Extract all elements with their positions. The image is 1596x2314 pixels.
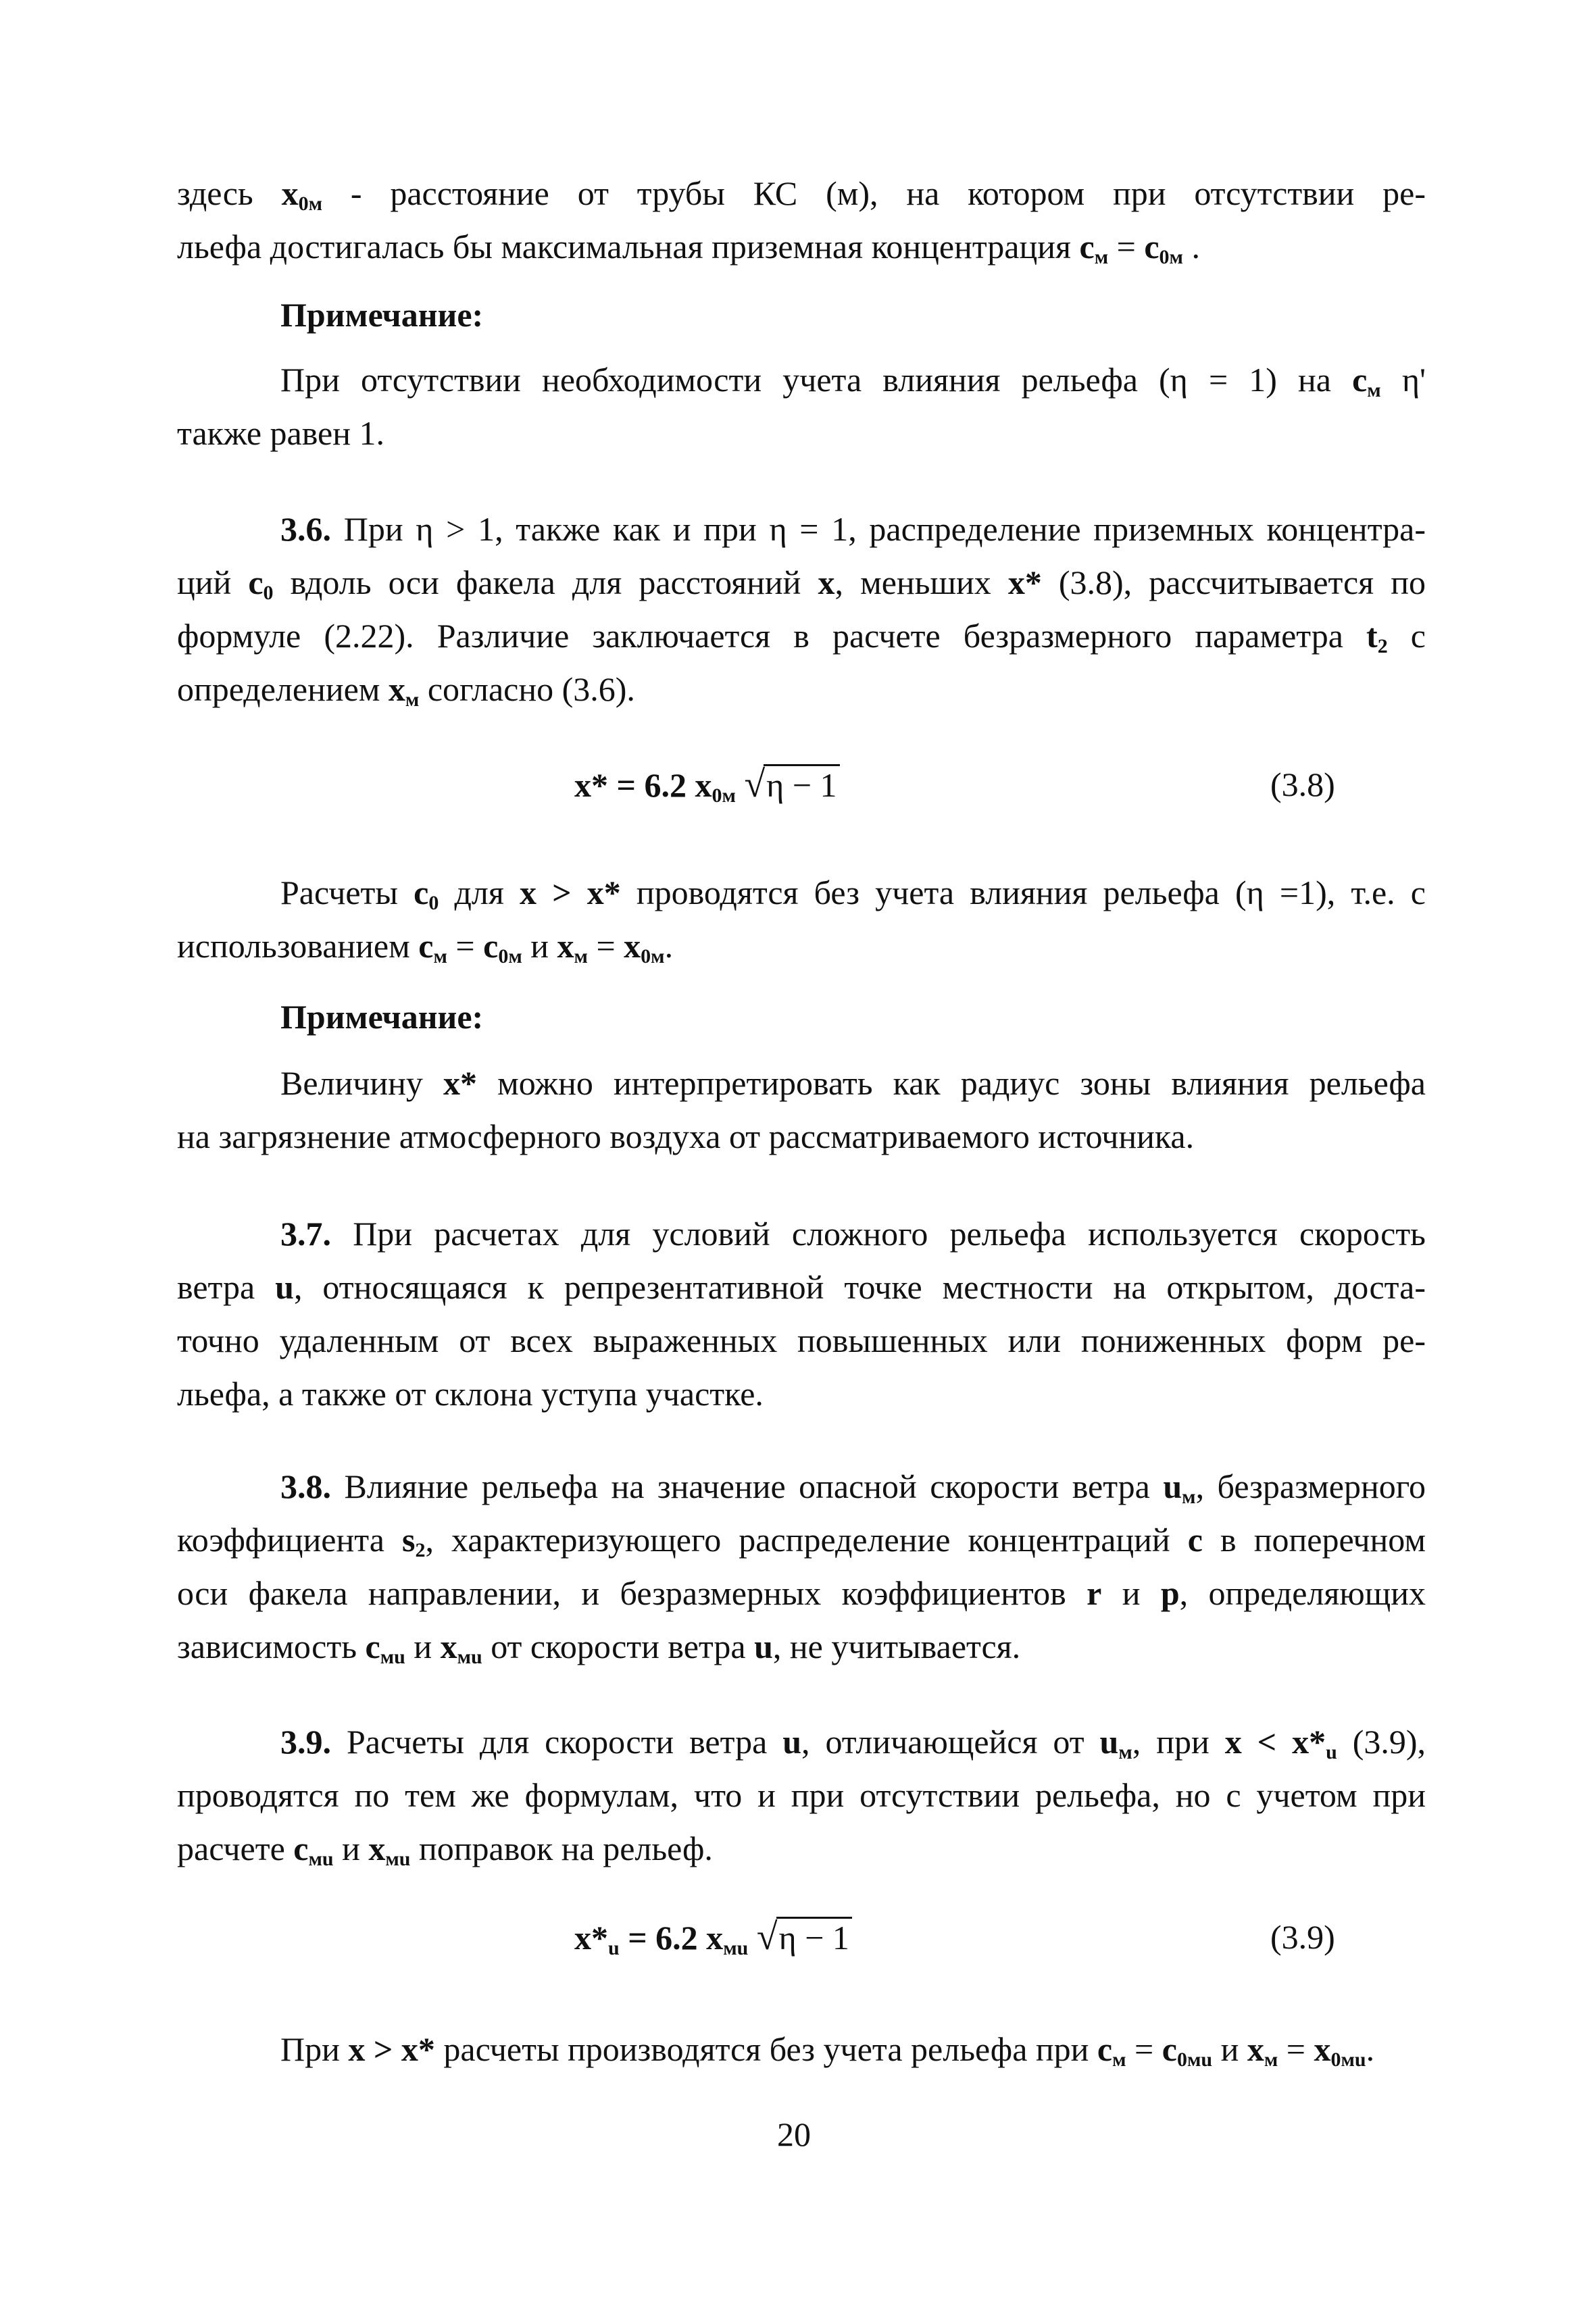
subscript: 0м: [1159, 246, 1183, 268]
text-line: [177, 220, 1426, 274]
text-segment: , безразмерного: [1195, 1467, 1426, 1505]
paragraph-definition: [177, 167, 1426, 274]
text-line: [177, 2023, 1426, 2076]
text-line: [177, 1460, 1426, 1513]
text-segment: (3.9),: [1337, 1723, 1426, 1761]
text-segment: (3.8), рассчитывается по: [1041, 563, 1426, 601]
text-segment: здесь: [177, 174, 282, 212]
subscript: м: [1118, 1741, 1132, 1763]
text-segment: определением: [177, 670, 389, 708]
text-segment: =: [1108, 228, 1145, 266]
text-line: [177, 1367, 1426, 1421]
text-segment: .: [664, 927, 674, 965]
math-symbol: 3.9.: [280, 1723, 331, 1761]
paragraph-final: [177, 2023, 1426, 2076]
math-symbol: u: [275, 1268, 294, 1306]
subscript: м: [1264, 2048, 1278, 2071]
math-symbol: 3.6.: [280, 510, 331, 548]
paragraph-note-1: [177, 353, 1426, 460]
text-segment: .: [1366, 2030, 1375, 2068]
text-segment: от скорости ветра: [482, 1628, 755, 1665]
text-segment: также равен 1.: [177, 414, 384, 452]
note-heading-1: Примечание:: [280, 296, 484, 334]
subscript: мu: [457, 1646, 482, 1668]
text-segment: оси факела направлении, и безразмерных коэффициентов: [177, 1574, 1087, 1612]
formula-lhs: x* = 6.2 x: [574, 766, 712, 804]
text-segment: точно удаленным от всех выраженных повышенных или пониженных форм ре-: [177, 1322, 1426, 1359]
text-line: [177, 1110, 1426, 1163]
text-line: [177, 1620, 1426, 1674]
math-symbol: x: [557, 927, 574, 965]
paragraph-3-8: [177, 1460, 1426, 1674]
math-symbol: x: [818, 563, 835, 601]
text-segment: η': [1380, 361, 1426, 399]
math-symbol: x: [1247, 2030, 1264, 2068]
text-segment: При: [280, 2030, 349, 2068]
sqrt-symbol: √: [744, 763, 766, 805]
formula-3-8: [574, 758, 840, 822]
text-segment: .: [1182, 228, 1200, 266]
subscript: м: [1094, 246, 1109, 268]
subscript: 0: [428, 892, 439, 914]
formula-lhs-subscript: u: [608, 1937, 620, 1959]
subscript: мu: [385, 1848, 411, 1870]
text-segment: , при: [1132, 1723, 1225, 1761]
formula-lhs-x: x*: [574, 1919, 608, 1957]
subscript: 0: [263, 582, 274, 604]
text-segment: с: [1387, 617, 1426, 655]
math-symbol: c: [418, 927, 434, 965]
text-line: [177, 920, 1426, 973]
text-segment: =: [1278, 2030, 1314, 2068]
text-line: [177, 503, 1426, 556]
subscript: м: [574, 945, 588, 967]
text-segment: зависимость: [177, 1628, 366, 1665]
math-symbol: c: [483, 927, 499, 965]
math-symbol: x: [281, 174, 299, 212]
math-symbol: u: [782, 1723, 802, 1761]
text-line: [177, 1567, 1426, 1620]
text-segment: Величину: [280, 1064, 444, 1102]
radicand: η − 1: [764, 764, 839, 804]
math-symbol: p: [1160, 1574, 1180, 1612]
text-segment: Расчеты: [280, 874, 414, 911]
text-segment: =: [1126, 2030, 1162, 2068]
text-segment: ветра: [177, 1268, 276, 1306]
text-segment: Влияние рельефа на значение опасной скорости ветра: [331, 1467, 1164, 1505]
paragraph-3-9: [177, 1715, 1426, 1876]
text-segment: При расчетах для условий сложного рельефа используется скорость: [331, 1215, 1426, 1253]
text-segment: и: [333, 1830, 369, 1867]
formula-lhs-rest: = 6.2 x: [619, 1919, 724, 1957]
text-line: [177, 353, 1426, 407]
text-segment: При отсутствии необходимости учета влияния рельефа (η = 1) на: [280, 361, 1353, 399]
text-segment: на загрязнение атмосферного воздуха от рассматриваемого источника.: [177, 1117, 1195, 1155]
text-segment: льефа, а также от склона уступа участке.: [177, 1375, 764, 1413]
text-line: [177, 1314, 1426, 1367]
math-symbol: c: [1162, 2030, 1177, 2068]
text-segment: коэффициента: [177, 1521, 402, 1559]
text-line: [177, 167, 1426, 220]
text-segment: и: [405, 1628, 441, 1665]
math-symbol: c: [1187, 1521, 1203, 1559]
paragraph-3-7: [177, 1207, 1426, 1421]
subscript: м: [433, 945, 447, 967]
subscript: 0м: [641, 945, 665, 967]
text-line: [177, 407, 1426, 460]
text-segment: =: [587, 927, 624, 965]
text-line: [177, 1207, 1426, 1261]
text-line: [177, 556, 1426, 609]
math-symbol: x: [440, 1628, 457, 1665]
text-line: [177, 866, 1426, 920]
radicand: η − 1: [776, 1917, 852, 1957]
text-segment: проводятся без учета влияния рельефа (η =1), т.е. с: [620, 874, 1426, 911]
text-segment: , характеризующего распределение концентраций: [425, 1521, 1188, 1559]
text-segment: вдоль оси факела для расстояний: [273, 563, 818, 601]
text-segment: для: [439, 874, 520, 911]
text-segment: , меньших: [834, 563, 1008, 601]
math-symbol: 3.8.: [280, 1467, 331, 1505]
text-segment: и: [1101, 1574, 1161, 1612]
formula-subscript: мu: [723, 1937, 749, 1959]
math-symbol: x*: [443, 1064, 478, 1102]
text-segment: формуле (2.22). Различие заключается в расчете безразмерного параметра: [177, 617, 1367, 655]
equation-number-3-8: (3.8): [1270, 765, 1335, 803]
math-symbol: c: [365, 1628, 380, 1665]
math-symbol: t: [1366, 617, 1378, 655]
math-symbol: x: [368, 1830, 386, 1867]
text-segment: согласно (3.6).: [419, 670, 635, 708]
subscript: мu: [380, 1646, 405, 1668]
text-line: [177, 1261, 1426, 1314]
page-number: 20: [777, 2115, 811, 2153]
subscript: м: [1367, 379, 1381, 401]
math-symbol: x*: [1007, 563, 1042, 601]
text-segment: , относящаяся к репрезентативной точке местности на открытом, доста-: [293, 1268, 1426, 1306]
text-segment: ций: [177, 563, 249, 601]
text-segment: использованием: [177, 927, 419, 965]
text-segment: Расчеты для скорости ветра: [331, 1723, 783, 1761]
math-symbol: x > x*: [519, 874, 621, 911]
math-symbol: u: [1099, 1723, 1119, 1761]
math-symbol: 3.7.: [280, 1215, 331, 1253]
text-segment: , определяющих: [1179, 1574, 1426, 1612]
math-symbol: x: [388, 670, 405, 708]
subscript: 0м: [498, 945, 522, 967]
math-symbol: u: [754, 1628, 773, 1665]
text-line: [177, 1822, 1426, 1876]
text-line: [177, 609, 1426, 663]
math-symbol: c: [248, 563, 264, 601]
subscript: 0м: [298, 193, 323, 215]
text-segment: проводятся по тем же формулам, что и при отсутствии рельефа, но с учетом при: [177, 1776, 1426, 1814]
math-symbol: c: [293, 1830, 309, 1867]
subscript: мu: [308, 1848, 334, 1870]
paragraph-3-6: [177, 503, 1426, 716]
subscript: 2: [415, 1539, 426, 1561]
math-symbol: x: [624, 927, 641, 965]
subscript: м: [1112, 2048, 1126, 2071]
equation-number-3-9: (3.9): [1270, 1918, 1335, 1956]
text-line: [177, 1715, 1426, 1769]
text-segment: льефа достигалась бы максимальная приземная концентрация: [177, 228, 1080, 266]
note-heading-2: Примечание:: [280, 998, 484, 1036]
text-segment: - расстояние от трубы КС (м), на котором при отсутствии ре-: [322, 174, 1426, 212]
math-symbol: c: [1144, 228, 1159, 266]
text-segment: =: [447, 927, 484, 965]
subscript: 2: [1377, 635, 1388, 657]
math-symbol: x > x*: [348, 2030, 435, 2068]
text-line: [177, 1057, 1426, 1110]
text-segment: можно интерпретировать как радиус зоны влияния рельефа: [477, 1064, 1426, 1102]
formula-3-9: [574, 1911, 852, 1975]
math-symbol: c: [1097, 2030, 1113, 2068]
text-segment: и: [1212, 2030, 1247, 2068]
subscript: 0мu: [1176, 2048, 1213, 2071]
math-symbol: x < x*: [1224, 1723, 1326, 1761]
math-symbol: x: [1314, 2030, 1331, 2068]
text-segment: расчеты производятся без учета рельефа при: [434, 2030, 1097, 2068]
paragraph-note-2: [177, 1057, 1426, 1163]
subscript: м: [405, 688, 420, 711]
paragraph-calculations-c0: [177, 866, 1426, 973]
text-segment: поправок на рельеф.: [410, 1830, 713, 1867]
text-segment: расчете: [177, 1830, 294, 1867]
math-symbol: s: [402, 1521, 416, 1559]
subscript: м: [1182, 1486, 1196, 1508]
subscript: u: [1326, 1741, 1337, 1763]
math-symbol: c: [1079, 228, 1095, 266]
sqrt-symbol: √: [756, 1916, 778, 1958]
formula-subscript: 0м: [712, 784, 736, 807]
text-segment: в поперечном: [1202, 1521, 1426, 1559]
text-segment: , не учитывается.: [772, 1628, 1021, 1665]
text-line: [177, 663, 1426, 716]
text-segment: и: [522, 927, 557, 965]
text-line: [177, 1513, 1426, 1567]
text-line: [177, 1769, 1426, 1822]
text-segment: При η > 1, также как и при η = 1, распределение приземных концентра-: [331, 510, 1426, 548]
subscript: 0мu: [1330, 2048, 1366, 2071]
math-symbol: u: [1163, 1467, 1182, 1505]
text-segment: , отличающейся от: [801, 1723, 1100, 1761]
math-symbol: r: [1087, 1574, 1102, 1612]
math-symbol: c: [414, 874, 429, 911]
math-symbol: c: [1352, 361, 1368, 399]
